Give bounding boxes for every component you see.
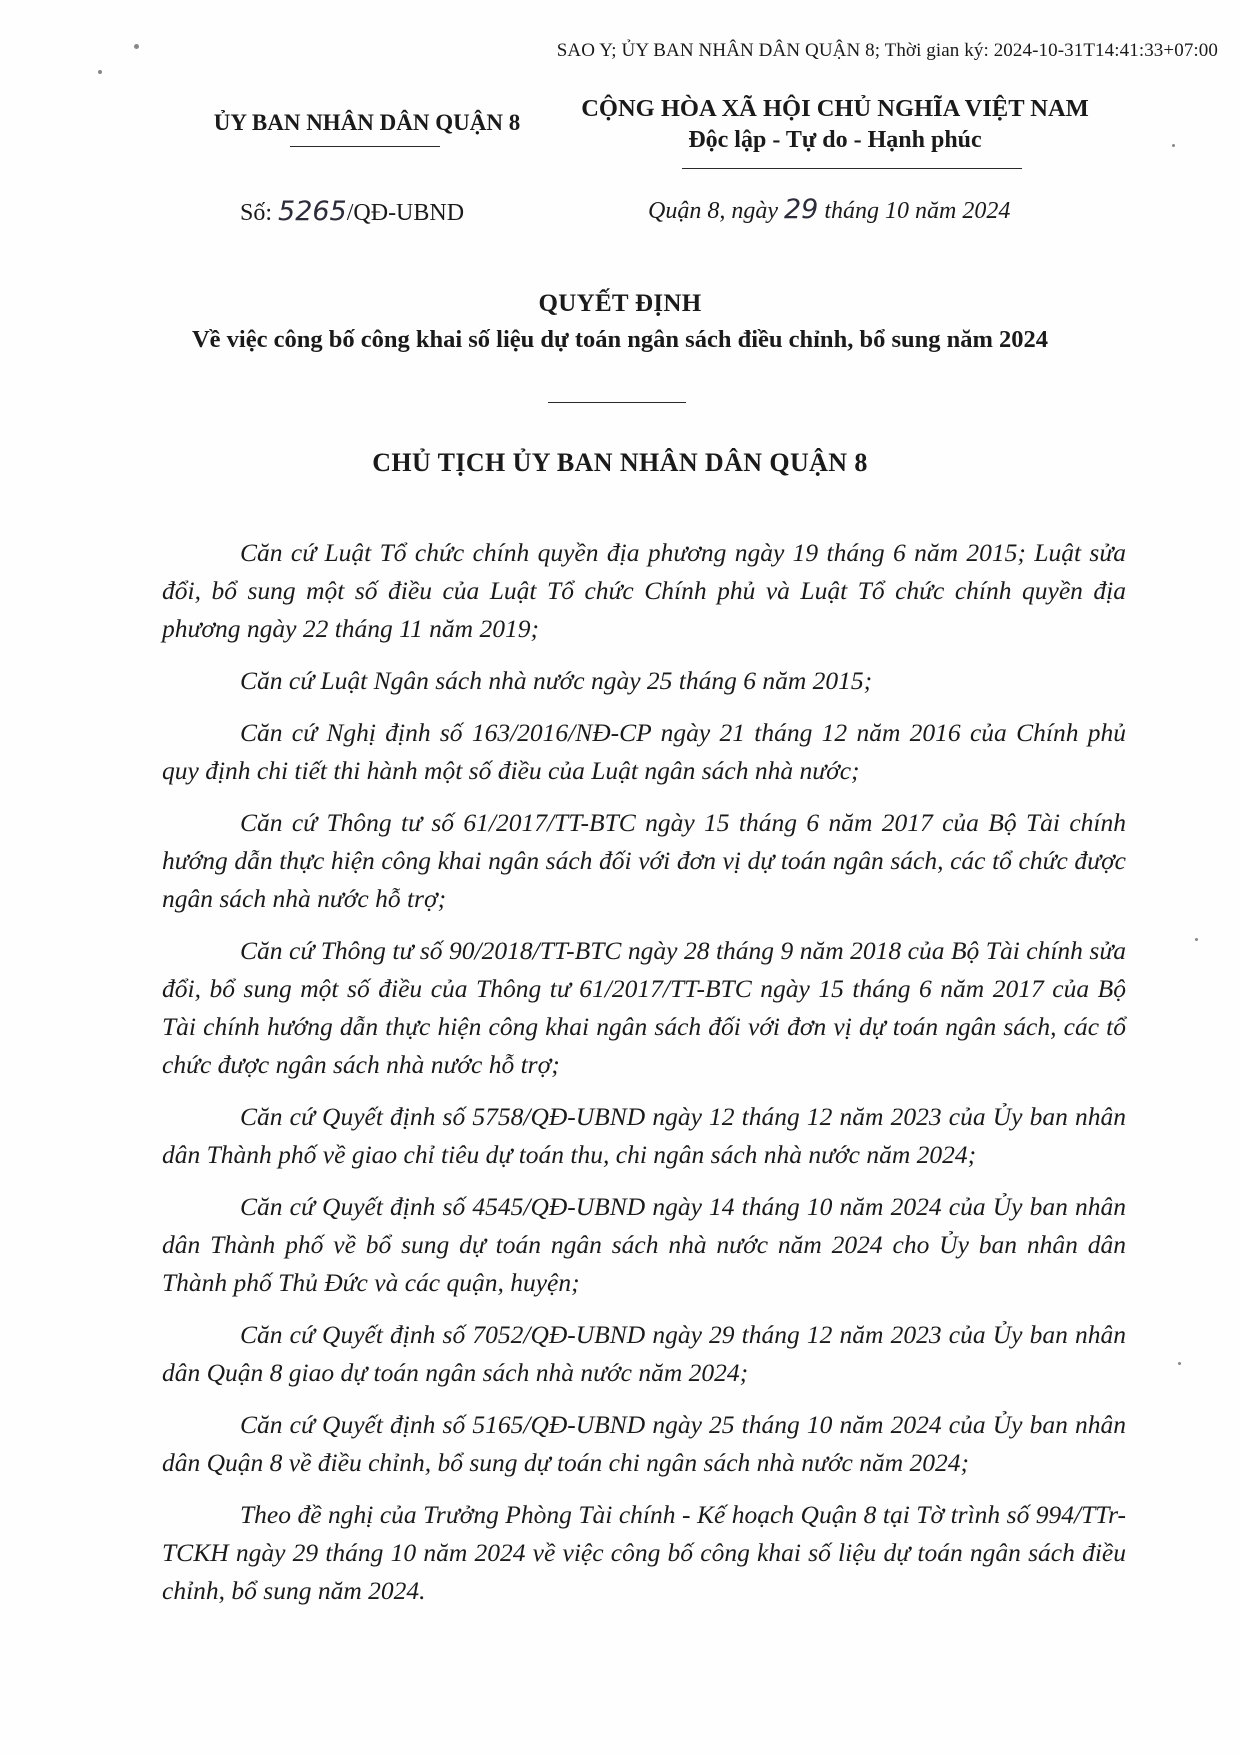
digital-copy-stamp: SAO Y; ỦY BAN NHÂN DÂN QUẬN 8; Thời gian ký: 2024-10-31T14:41:33+07:00 [556, 40, 1218, 61]
scan-speck [98, 70, 102, 74]
national-header [565, 95, 1105, 154]
national-motto: Độc lập - Tự do - Hạnh phúc [688, 127, 982, 153]
document-number-handwritten: 5265 [278, 196, 347, 227]
national-title: CỘNG HÒA XÃ HỘI CHỦ NGHĨA VIỆT NAM [581, 95, 1089, 122]
document-number-suffix: /QĐ-UBND [346, 200, 465, 226]
preamble-paragraph: Căn cứ Luật Ngân sách nhà nước ngày 25 tháng 6 năm 2015; [240, 666, 873, 695]
issuing-authority: CHỦ TỊCH ỦY BAN NHÂN DÂN QUẬN 8 [372, 448, 868, 477]
scan-speck [134, 44, 139, 49]
document-number-prefix: Số: [240, 200, 273, 226]
preamble-paragraph: Căn cứ Quyết định số 5758/QĐ-UBND ngày 12 tháng 12 năm 2023 của Ủy ban nhân dân Thành phố về giao chỉ tiêu dự toán thu, chi ngân sách nhà nước năm 2024; [162, 1102, 1126, 1169]
document-number [240, 196, 464, 227]
document-subject: Về việc công bố công khai số liệu dự toán ngân sách điều chỉnh, bổ sung năm 2024 [191, 326, 1049, 353]
preamble-paragraph: Theo đề nghị của Trưởng Phòng Tài chính - Kế hoạch Quận 8 tại Tờ trình số 994/TTr-TCKH ngày 29 tháng 10 năm 2024 về việc công bố công khai số liệu dự toán ngân sách điều chỉnh, bổ sung năm 2024. [162, 1500, 1126, 1605]
preamble-paragraph: Căn cứ Luật Tổ chức chính quyền địa phương ngày 19 tháng 6 năm 2015; Luật sửa đổi, bổ sung một số điều của Luật Tổ chức Chính phủ và Luật Tổ chức chính quyền địa phương ngày 22 tháng 11 năm 2019; [162, 538, 1126, 643]
motto-underline [682, 168, 1022, 169]
preamble-paragraph: Căn cứ Quyết định số 4545/QĐ-UBND ngày 14 tháng 10 năm 2024 của Ủy ban nhân dân Thành phố về bổ sung dự toán ngân sách nhà nước năm 2024 cho Ủy ban nhân dân Thành phố Thủ Đức và các quận, huyện; [162, 1192, 1126, 1297]
preamble-paragraph: Căn cứ Thông tư số 90/2018/TT-BTC ngày 28 tháng 9 năm 2018 của Bộ Tài chính sửa đổi, bổ sung một số điều của Thông tư 61/2017/TT-BTC ngày 15 tháng 6 năm 2017 của Bộ Tài chính hướng dẫn thực hiện công khai ngân sách đối với đơn vị dự toán ngân sách, các tổ chức được ngân sách nhà nước hỗ trợ; [162, 936, 1126, 1079]
preamble-paragraph: Căn cứ Thông tư số 61/2017/TT-BTC ngày 15 tháng 6 năm 2017 của Bộ Tài chính hướng dẫn thực hiện công khai ngân sách đối với đơn vị dự toán ngân sách, các tổ chức được ngân sách nhà nước hỗ trợ; [162, 808, 1126, 913]
scan-speck [1195, 938, 1198, 941]
scan-speck [1178, 1362, 1181, 1365]
place-date-before: Quận 8, ngày [648, 198, 778, 224]
issuer-underline [290, 146, 440, 147]
issuing-agency: ỦY BAN NHÂN DÂN QUẬN 8 [213, 110, 521, 135]
preamble [162, 534, 1126, 1624]
subject-underline [548, 402, 686, 403]
place-date-after: tháng 10 năm 2024 [824, 198, 1011, 224]
preamble-paragraph: Căn cứ Quyết định số 7052/QĐ-UBND ngày 29 tháng 12 năm 2023 của Ủy ban nhân dân Quận 8 giao dự toán ngân sách nhà nước năm 2024; [162, 1320, 1126, 1387]
place-and-date [648, 194, 1010, 225]
date-day-handwritten: 29 [783, 194, 819, 225]
document-kind: QUYẾT ĐỊNH [538, 290, 702, 317]
preamble-paragraph: Căn cứ Nghị định số 163/2016/NĐ-CP ngày 21 tháng 12 năm 2016 của Chính phủ quy định chi tiết thi hành một số điều của Luật ngân sách nhà nước; [162, 718, 1126, 785]
scan-speck [1172, 144, 1175, 147]
preamble-paragraph: Căn cứ Quyết định số 5165/QĐ-UBND ngày 25 tháng 10 năm 2024 của Ủy ban nhân dân Quận 8 về điều chỉnh, bổ sung dự toán chi ngân sách nhà nước năm 2024; [162, 1410, 1126, 1477]
